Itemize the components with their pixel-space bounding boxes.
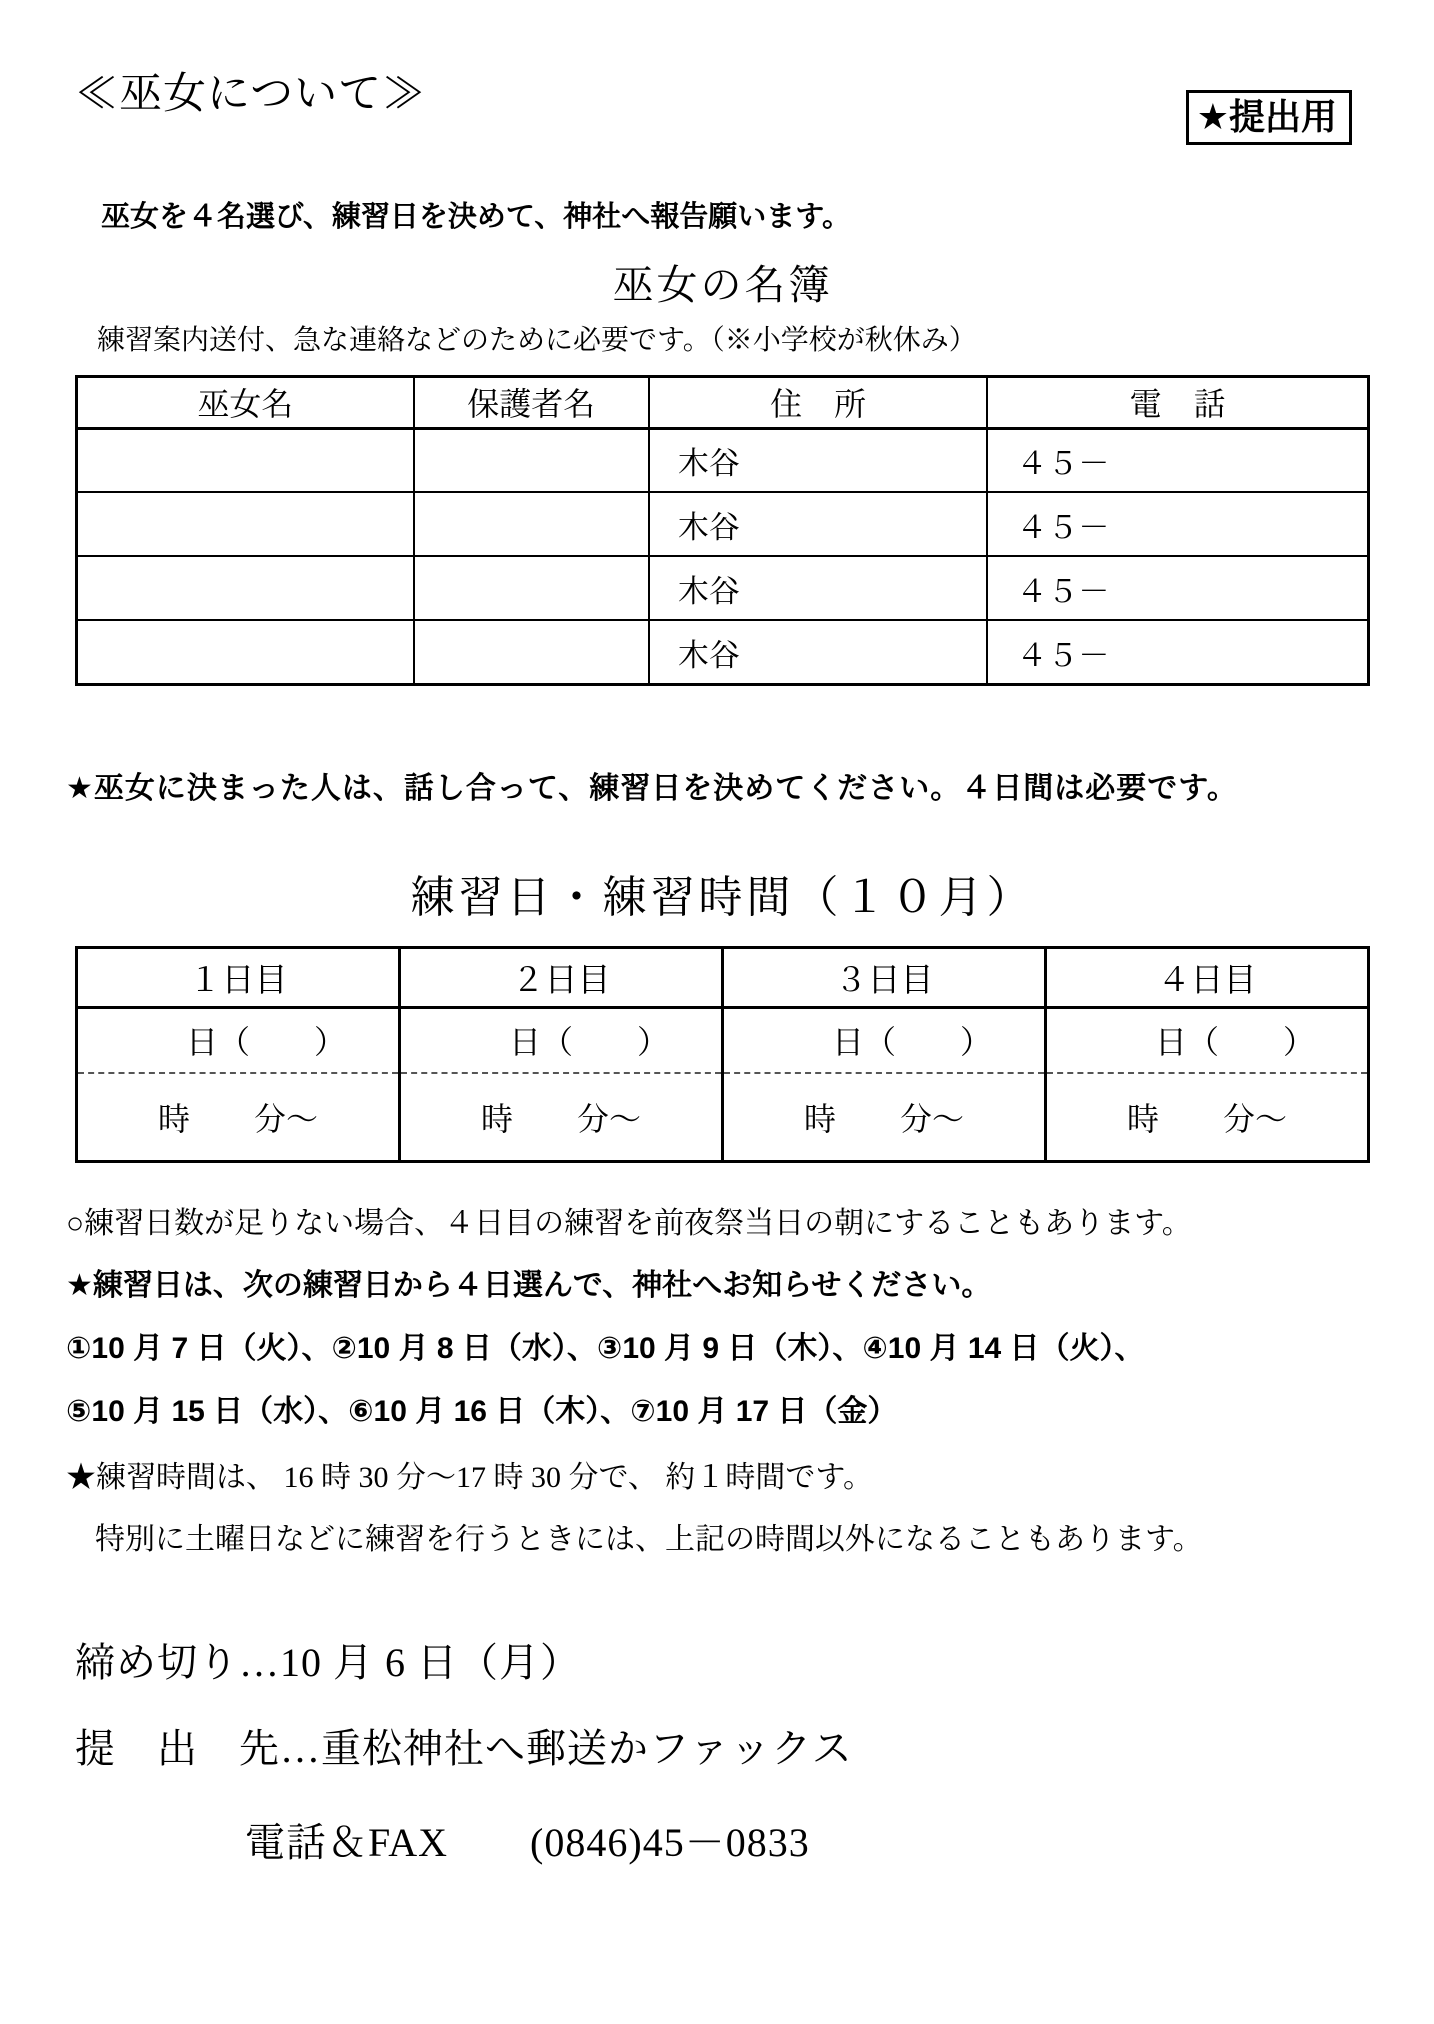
date-cell-day2: 日（ ） [400,1007,723,1073]
document-page [0,66,1434,2024]
decide-notice: ★巫女に決まった人は、話し合って、練習日を決めてください。４日間は必要です。 [66,771,1238,805]
date-cell-day3: 日（ ） [723,1007,1046,1073]
submit-badge: ★提出用 [1186,90,1352,145]
time-cell-day1: 時 分～ [77,1073,400,1161]
cell-miko-name [77,492,414,556]
roster-table [75,375,1370,686]
cell-miko-name [77,556,414,620]
time-cell-day4: 時 分～ [1046,1073,1369,1161]
note-special-saturday: 特別に土曜日などに練習を行うときには、上記の時間以外になることもあります。 [95,1522,1203,1556]
cell-address: 木谷 [649,556,988,620]
cell-phone: ４５－ [987,492,1368,556]
note-practice-time: ★練習時間は、 16 時 30 分～17 時 30 分で、 約１時間です。 [66,1460,873,1494]
intro-text: 巫女を４名選び、練習日を決めて、神社へ報告願います。 [101,201,851,233]
note-choose-days: ★練習日は、次の練習日から４日選んで、神社へお知らせください。 [66,1268,992,1302]
roster-row [77,428,1369,492]
roster-row [77,620,1369,684]
schedule-date-row [77,1007,1369,1073]
cell-address: 木谷 [649,492,988,556]
column-header-day3: ３日目 [723,947,1046,1007]
cell-phone: ４５－ [987,428,1368,492]
roster-header-row [77,376,1369,428]
cell-miko-name [77,620,414,684]
submit-destination-text: 提 出 先…重松神社へ郵送かファックス [75,1725,853,1771]
schedule-time-row [77,1073,1369,1161]
note-insufficient-days: ○練習日数が足りない場合、４日目の練習を前夜祭当日の朝にすることもあります。 [66,1206,1192,1240]
column-header-day1: １日目 [77,947,400,1007]
document-header [75,66,1370,145]
cell-miko-name [77,428,414,492]
column-header-address: 住 所 [649,376,988,428]
column-header-day4: ４日目 [1046,947,1369,1007]
roster-row [77,556,1369,620]
cell-guardian-name [414,428,649,492]
column-header-miko-name: 巫女名 [77,376,414,428]
time-cell-day2: 時 分～ [400,1073,723,1161]
column-header-guardian-name: 保護者名 [414,376,649,428]
roster-note: 練習案内送付、急な連絡などのために必要です。（※小学校が秋休み） [97,325,977,357]
practice-dates-line2: ⑤10 月 15 日（水）、⑥10 月 16 日（木）、⑦10 月 17 日（金） [66,1394,898,1428]
cell-phone: ４５－ [987,556,1368,620]
time-cell-day3: 時 分～ [723,1073,1046,1161]
cell-guardian-name [414,556,649,620]
deadline-text: 締め切り…10 月 6 日（月） [75,1639,581,1685]
roster-row [77,492,1369,556]
cell-address: 木谷 [649,428,988,492]
schedule-title: 練習日・練習時間（１０月） [410,872,1035,922]
date-cell-day4: 日（ ） [1046,1007,1369,1073]
date-cell-day1: 日（ ） [77,1007,400,1073]
cell-phone: ４５－ [987,620,1368,684]
schedule-table [75,946,1370,1163]
cell-guardian-name [414,492,649,556]
phone-fax-text: 電話＆FAX (0846)45－0833 [245,1819,810,1865]
roster-title: 巫女の名簿 [612,261,833,308]
column-header-phone: 電 話 [987,376,1368,428]
cell-address: 木谷 [649,620,988,684]
cell-guardian-name [414,620,649,684]
schedule-header-row [77,947,1369,1007]
page-title: ≪巫女について≫ [75,71,427,118]
column-header-day2: ２日目 [400,947,723,1007]
practice-dates-line1: ①10 月 7 日（火）、②10 月 8 日（水）、③10 月 9 日（木）、④10 月 14 日（火）、 [66,1331,1145,1365]
